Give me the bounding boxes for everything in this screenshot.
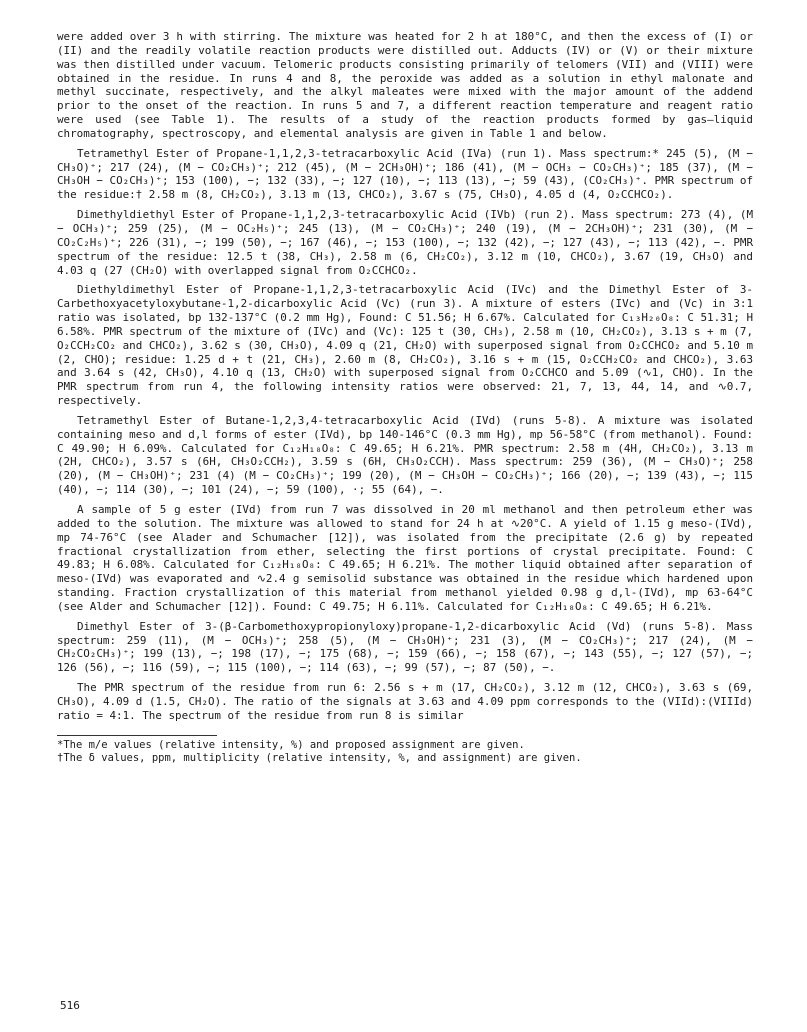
paragraph-intro: were added over 3 h with stirring. The mixture was heated for 2 h at 180°C, and then the excess of (I) or (II) and the readily volatile reaction products were distilled out. Adducts (IV) or (V) or their mixture was then distilled under vacuum. Telomeric products consisting primarily of telomers (VII) and (VIII) were obtained in the residue. In runs 4 and 8, the peroxide was added as a solution in ethyl malonate and methyl succinate, respectively, and the alkyl maleates were mixed with the major amount of the addend prior to the onset of the reaction. In runs 5 and 7, a different reaction temperature and reagent ratio were used (see Table 1). The results of a study of the reaction products formed by gas—liquid chromatography, spectroscopy, and elemental analysis are given in Table 1 and below. — [57, 30, 753, 140]
paragraph-vd: Dimethyl Ester of 3-(β-Carbomethoxypropionyloxy)propane-1,2-dicarboxylic Acid (Vd) (runs 5-8). Mass spectrum: 259 (11), (M − OCH₃)⁺; 258 (5), (M − CH₃OH)⁺; 231 (3), (M − CO₂CH₃)⁺; 217 (24), (M − CH₂CO₂CH₃)⁺; 199 (13), −; 198 (17), −; 175 (68), −; 159 (66), −; 158 (67), −; 143 (55), −; 127 (57), −; 126 (56), −; 116 (59), −; 115 (100), −; 114 (63), −; 99 (57), −; 87 (50), −. — [57, 619, 753, 675]
paragraph-ivc-vc: Diethyldimethyl Ester of Propane-1,1,2,3-tetracarboxylic Acid (IVc) and the Dimethyl Ester of 3-Carbethoxyacetyloxybutane-1,2-dicarboxylic Acid (Vc) (run 3). A mixture of esters (IVc) and (Vc) in 3:1 ratio was isolated, bp 132-137°C (0.2 mm Hg), Found: C 51.56; H 6.67%. Calculated for C₁₃H₂₀O₈: C 51.31; H 6.58%. PMR spectrum of the mixture of (IVc) and (Vc): 125 t (30, CH₃), 2.58 m (10, CH₂CO₂), 3.13 s + m (7, O₂CCH₂CO₂ and CHCO₂), 3.62 s (30, CH₃O), 4.09 q (21, CH₂O) with superposed signal from O₂CCHCO₂ and 5.10 m (2, CHO); residue: 1.25 d + t (21, CH₃), 2.60 m (8, CH₂CO₂), 3.16 s + m (15, O₂CCH₂CO₂ and CHCO₂), 3.63 and 3.64 s (42, CH₃O), 4.10 q (13, CH₂O) with superposed signal from O₂CCHCO and 5.09 (∿1, CHO). In the PMR spectrum from run 4, the following intensity ratios were observed: 21, 7, 13, 44, 14, and ∿0.7, respectively. — [57, 283, 753, 408]
footnote-pmr: †The δ values, ppm, multiplicity (relative intensity, %, and assignment) are given. — [57, 752, 582, 765]
paragraph-iva: Tetramethyl Ester of Propane-1,1,2,3-tetracarboxylic Acid (IVa) (run 1). Mass spectrum:* 245 (5), (M − CH₃O)⁺; 217 (24), (M − CO₂CH₃)⁺; 212 (45), (M − 2CH₃OH)⁺; 186 (41), (M − OCH₃ − CO₂CH₃)⁺; 185 (37), (M − CH₃OH − CO₂CH₃)⁺; 153 (100), −; 132 (33), −; 127 (10), −; 113 (13), −; 59 (43), (CO₂CH₃)⁺. PMR spectrum of the residue:† 2.58 m (8, CH₂CO₂), 3.13 m (13, CHCO₂), 3.67 s (75, CH₃O), 4.05 d (4, O₂CCHCO₂). — [57, 146, 753, 202]
paragraph-ivb: Dimethyldiethyl Ester of Propane-1,1,2,3-tetracarboxylic Acid (IVb) (run 2). Mass spectrum: 273 (4), (M − OCH₃)⁺; 259 (25), (M − OC₂H₅)⁺; 245 (13), (M − CO₂CH₃)⁺; 240 (19), (M − 2CH₃OH)⁺; 231 (30), (M − CO₂C₂H₅)⁺; 226 (31), −; 199 (50), −; 167 (46), −; 153 (100), −; 132 (42), −; 127 (43), −; 113 (42), −. PMR spectrum of the residue: 12.5 t (38, CH₃), 2.58 m (6, CH₂CO₂), 3.12 m (10, CHCO₂), 3.67 (19, CH₃O) and 4.03 q (27 (CH₂O) with overlapped signal from O₂CCHCO₂. — [57, 208, 753, 277]
paragraph-ivd: Tetramethyl Ester of Butane-1,2,3,4-tetracarboxylic Acid (IVd) (runs 5-8). A mixture was isolated containing meso and d,l forms of ester (IVd), bp 140-146°C (0.3 mm Hg), mp 56-58°C (from methanol). Found: C 49.90; H 6.09%. Calculated for C₁₂H₁₈O₈: C 49.65; H 6.21%. PMR spectrum: 2.58 m (4H, CH₂CO₂), 3.13 m (2H, CHCO₂), 3.57 s (6H, CH₃O₂CCH₂), 3.59 s (6H, CH₃O₂CCH). Mass spectrum: 259 (36), (M − CH₃O)⁺; 258 (20), (M − CH₃OH)⁺; 231 (4) (M − CO₂CH₃)⁺; 199 (20), (M − CH₃OH − CO₂CH₃)⁺; 166 (20), −; 139 (43), −; 115 (40), −; 114 (30), −; 101 (24), −; 59 (100), ·; 55 (64), −. — [57, 413, 753, 497]
paragraph-pmr-run6: The PMR spectrum of the residue from run 6: 2.56 s + m (17, CH₂CO₂), 3.12 m (12, CHCO₂), 3.63 s (69, CH₃O), 4.09 d (1.5, CH₂O). The ratio of the signals at 3.63 and 4.09 ppm corresponds to the (VIId):(VIIId) ratio = 4:1. The spectrum of the residue from run 8 is similar — [57, 681, 753, 722]
footnote-mass-spectrum: *The m/e values (relative intensity, %) and proposed assignment are given. — [57, 738, 525, 751]
page-number: 516 — [60, 999, 80, 1012]
paragraph-ivd-separation: A sample of 5 g ester (IVd) from run 7 was dissolved in 20 ml methanol and then petroleum ether was added to the solution. The mixture was allowed to stand for 24 h at ∿20°C. A yield of 1.15 g meso-(IVd), mp 74-76°C (see Alader and Schumacher [12]), was isolated from the precipitate (2.6 g) by repeated fractional crystallization from ether, selecting the first portions of crystal precipitate. Found: C 49.83; H 6.08%. Calculated for C₁₂H₁₈O₈: C 49.65; H 6.21%. The mother liquid obtained after separation of meso-(IVd) was evaporated and ∿2.4 g semisolid substance was obtained in the residue which hardened upon standing. Fraction crystallization of this material from methanol yielded 0.98 g d,l-(IVd), mp 63-64°C (see Alder and Schumacher [12]). Found: C 49.75; H 6.11%. Calculated for C₁₂H₁₈O₈: C 49.65; H 6.21%. — [57, 503, 753, 613]
page-body — [57, 30, 753, 766]
footnote-divider — [57, 735, 217, 736]
